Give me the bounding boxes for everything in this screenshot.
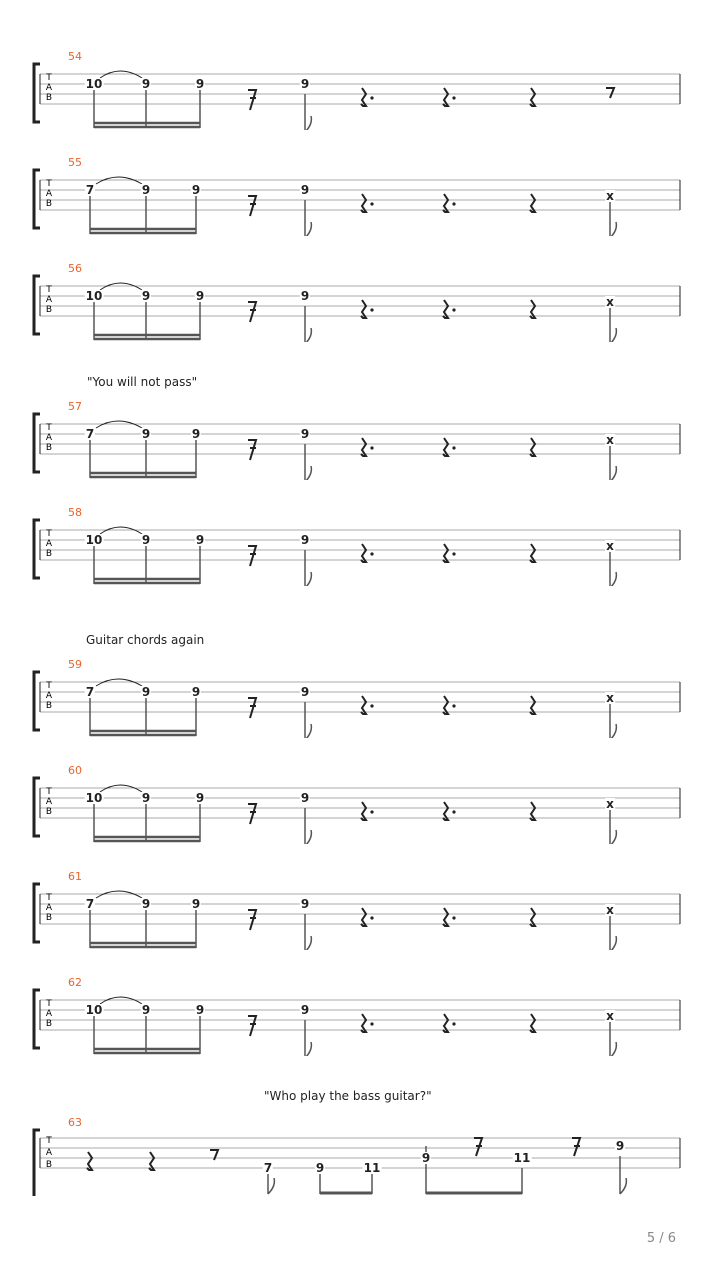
fret-number: 9 — [300, 533, 310, 547]
system-measure-63 — [0, 1116, 720, 1196]
system-bracket — [34, 990, 40, 1048]
annotation-who-play-bass: "Who play the bass guitar?" — [264, 1089, 432, 1103]
tab-letter: B — [45, 1160, 53, 1170]
flag — [610, 936, 616, 950]
fret-number: 9 — [195, 289, 205, 303]
fret-number: 9 — [141, 183, 151, 197]
flag — [620, 1178, 626, 1194]
tab-letter: A — [45, 797, 53, 807]
fret-number: 9 — [141, 427, 151, 441]
measure-number: 57 — [68, 400, 82, 413]
tab-letter: T — [46, 179, 52, 189]
sixteenth-rest — [248, 546, 256, 566]
dead-note: x — [606, 295, 614, 309]
sixteenth-rest — [248, 90, 256, 110]
measure-number: 54 — [68, 50, 82, 63]
tab-letter: T — [46, 529, 52, 539]
system-measure-56 — [0, 262, 720, 342]
fret-number: 9 — [141, 533, 151, 547]
fret-number: 10 — [85, 533, 103, 547]
sixteenth-rest — [248, 302, 256, 322]
fret-number: 9 — [191, 183, 201, 197]
fret-number: 9 — [300, 1003, 310, 1017]
flag — [268, 1178, 274, 1194]
quarter-rest — [530, 1014, 535, 1032]
sixteenth-rest — [248, 440, 256, 460]
system-bracket — [34, 520, 40, 578]
fret-number: 9 — [195, 77, 205, 91]
system-measure-62 — [0, 976, 720, 1056]
measure-number: 63 — [68, 1116, 82, 1129]
dotted-quarter-rest — [443, 908, 448, 926]
measure-number: 60 — [68, 764, 82, 777]
annotation-you-will-not-pass: "You will not pass" — [87, 375, 198, 389]
quarter-rest — [87, 1152, 92, 1170]
system-measure-55 — [0, 156, 720, 236]
flag — [305, 466, 311, 480]
fret-number: 9 — [195, 1003, 205, 1017]
dot — [452, 810, 455, 813]
tab-letter: T — [46, 999, 52, 1009]
system-bracket — [34, 170, 40, 228]
flag — [610, 1042, 616, 1056]
flag — [305, 328, 311, 342]
fret-number: 10 — [85, 77, 103, 91]
system-bracket — [34, 778, 40, 836]
fret-number: 9 — [195, 533, 205, 547]
dotted-quarter-rest — [361, 802, 366, 820]
system-measure-59 — [0, 658, 720, 738]
page-number: 5 / 6 — [646, 1231, 676, 1246]
measure-number: 59 — [68, 658, 82, 671]
system-bracket — [34, 414, 40, 472]
fret-number: 9 — [141, 1003, 151, 1017]
dot — [370, 704, 373, 707]
dead-note: x — [606, 539, 614, 553]
system-measure-60 — [0, 764, 720, 844]
dotted-quarter-rest — [361, 438, 366, 456]
quarter-rest — [530, 88, 535, 106]
quarter-rest — [530, 544, 535, 562]
flag — [610, 830, 616, 844]
fret-number: 9 — [421, 1151, 431, 1165]
measure-number: 62 — [68, 976, 82, 989]
fret-number: 9 — [300, 427, 310, 441]
dot — [452, 308, 455, 311]
measure-number: 58 — [68, 506, 82, 519]
sixteenth-rest — [474, 1138, 482, 1156]
system-bracket — [34, 64, 40, 122]
tab-letter: T — [46, 893, 52, 903]
tab-letter: A — [45, 433, 53, 443]
dotted-quarter-rest — [443, 88, 448, 106]
fret-number: 9 — [191, 685, 201, 699]
tab-letter: A — [45, 83, 53, 93]
tab-letter: A — [45, 1148, 53, 1158]
dotted-quarter-rest — [361, 194, 366, 212]
dotted-quarter-rest — [361, 1014, 366, 1032]
dead-note: x — [606, 433, 614, 447]
sixteenth-rest — [248, 1016, 256, 1036]
flag — [610, 572, 616, 586]
flag — [305, 724, 311, 738]
tab-letter: B — [45, 913, 53, 923]
fret-number: 10 — [85, 791, 103, 805]
tab-letter: B — [45, 93, 53, 103]
fret-number: 9 — [300, 183, 310, 197]
dead-note: x — [606, 903, 614, 917]
fret-number: 9 — [615, 1139, 625, 1153]
tab-letter: T — [46, 285, 52, 295]
dot — [452, 96, 455, 99]
fret-number: 10 — [85, 1003, 103, 1017]
fret-number: 10 — [85, 289, 103, 303]
dotted-quarter-rest — [361, 300, 366, 318]
tab-letter: B — [45, 443, 53, 453]
quarter-rest — [530, 908, 535, 926]
dead-note: x — [606, 691, 614, 705]
sixteenth-rest — [248, 698, 256, 718]
dot — [370, 446, 373, 449]
fret-number: 9 — [300, 791, 310, 805]
flag — [610, 466, 616, 480]
fret-number: 9 — [141, 77, 151, 91]
fret-number: 7 — [85, 897, 95, 911]
dot — [452, 1022, 455, 1025]
tab-letter: A — [45, 189, 53, 199]
fret-number: 9 — [300, 897, 310, 911]
quarter-rest — [530, 438, 535, 456]
fret-number: 11 — [513, 1151, 531, 1165]
dotted-quarter-rest — [443, 300, 448, 318]
fret-number: 11 — [363, 1161, 381, 1175]
dead-note: x — [606, 189, 614, 203]
flag — [305, 116, 311, 130]
tab-letter: A — [45, 295, 53, 305]
system-bracket — [34, 276, 40, 334]
flag — [610, 222, 616, 236]
tab-staff — [0, 50, 720, 130]
flag — [610, 328, 616, 342]
sixteenth-rest — [248, 910, 256, 930]
system-bracket — [34, 672, 40, 730]
dot — [370, 202, 373, 205]
dot — [370, 1022, 373, 1025]
dotted-quarter-rest — [443, 194, 448, 212]
quarter-rest — [530, 802, 535, 820]
flag — [610, 724, 616, 738]
dotted-quarter-rest — [361, 88, 366, 106]
tab-letter: B — [45, 199, 53, 209]
tab-letter: B — [45, 305, 53, 315]
system-measure-54 — [0, 50, 720, 130]
tab-letter: B — [45, 1019, 53, 1029]
dot — [452, 202, 455, 205]
dot — [370, 308, 373, 311]
system-measure-58 — [0, 506, 720, 586]
tab-letter: T — [46, 423, 52, 433]
tab-staff — [0, 1116, 720, 1196]
dead-note: x — [606, 1009, 614, 1023]
measure-number: 61 — [68, 870, 82, 883]
system-measure-57 — [0, 400, 720, 480]
tab-letter: T — [46, 1136, 52, 1146]
tab-letter: A — [45, 691, 53, 701]
dotted-quarter-rest — [443, 802, 448, 820]
dotted-quarter-rest — [361, 544, 366, 562]
quarter-rest — [149, 1152, 154, 1170]
tab-letter: A — [45, 1009, 53, 1019]
fret-number: 9 — [141, 897, 151, 911]
flag — [305, 936, 311, 950]
fret-number: 7 — [263, 1161, 273, 1175]
tab-letter: A — [45, 539, 53, 549]
flag — [305, 1042, 311, 1056]
dotted-quarter-rest — [443, 438, 448, 456]
measure-number: 55 — [68, 156, 82, 169]
quarter-rest — [530, 194, 535, 212]
flag — [305, 222, 311, 236]
tab-letter: T — [46, 787, 52, 797]
dead-note: x — [606, 797, 614, 811]
fret-number: 9 — [300, 289, 310, 303]
dot — [452, 704, 455, 707]
tab-letter: T — [46, 73, 52, 83]
sixteenth-rest — [248, 196, 256, 216]
fret-number: 9 — [191, 897, 201, 911]
dot — [452, 552, 455, 555]
system-measure-61 — [0, 870, 720, 950]
dotted-quarter-rest — [361, 908, 366, 926]
dot — [452, 446, 455, 449]
fret-number: 9 — [195, 791, 205, 805]
eighth-rest — [606, 88, 614, 98]
tab-letter: B — [45, 701, 53, 711]
dot — [370, 810, 373, 813]
dotted-quarter-rest — [361, 696, 366, 714]
fret-number: 7 — [85, 685, 95, 699]
measure-number: 56 — [68, 262, 82, 275]
quarter-rest — [530, 300, 535, 318]
dot — [452, 916, 455, 919]
dot — [370, 552, 373, 555]
sixteenth-rest — [248, 804, 256, 824]
fret-number: 9 — [141, 289, 151, 303]
fret-number: 9 — [191, 427, 201, 441]
flag — [305, 830, 311, 844]
dotted-quarter-rest — [443, 544, 448, 562]
dot — [370, 96, 373, 99]
fret-number: 7 — [85, 427, 95, 441]
system-bracket — [34, 884, 40, 942]
fret-number: 9 — [141, 791, 151, 805]
annotation-guitar-chords-again: Guitar chords again — [86, 633, 205, 647]
tab-letter: T — [46, 681, 52, 691]
fret-number: 9 — [300, 77, 310, 91]
fret-number: 7 — [85, 183, 95, 197]
tab-letter: A — [45, 903, 53, 913]
fret-number: 9 — [141, 685, 151, 699]
tab-letter: B — [45, 807, 53, 817]
dotted-quarter-rest — [443, 1014, 448, 1032]
dotted-quarter-rest — [443, 696, 448, 714]
system-bracket — [34, 1130, 40, 1196]
tab-letter: B — [45, 549, 53, 559]
sixteenth-rest — [572, 1138, 580, 1156]
fret-number: 9 — [300, 685, 310, 699]
flag — [305, 572, 311, 586]
quarter-rest — [530, 696, 535, 714]
fret-number: 9 — [315, 1161, 325, 1175]
dot — [370, 916, 373, 919]
